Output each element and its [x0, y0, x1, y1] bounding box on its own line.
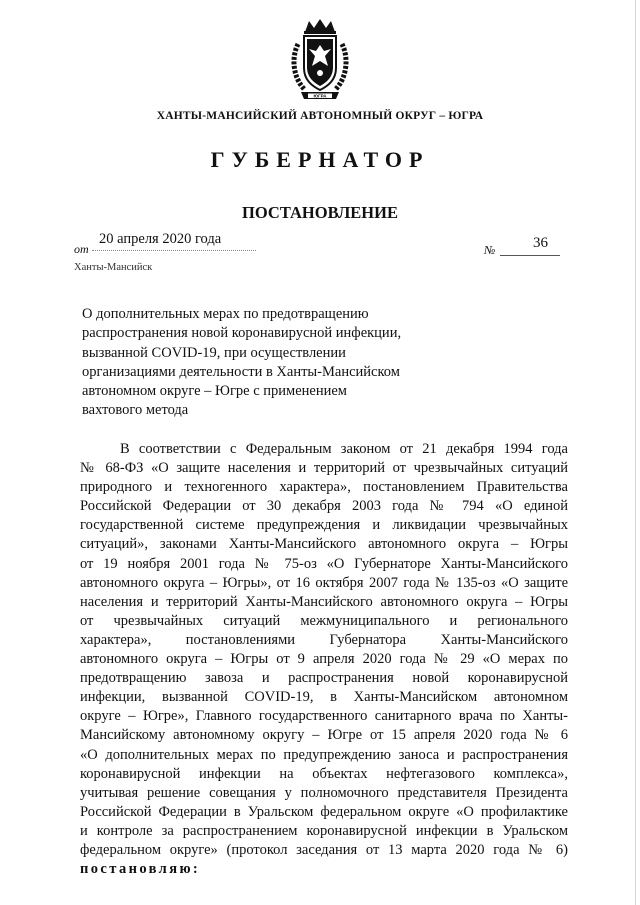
body-line: округе – Югре», Главного государственного санитарного врача по Ханты- [80, 708, 568, 725]
subject-line: распространения новой коронавирусной инфекции, [82, 325, 402, 342]
body-line: от чрезвычайных ситуаций межмуниципального и регионального [80, 612, 568, 629]
body-line: «О дополнительных мерах по предупреждению заноса и распространения [80, 746, 568, 763]
scan-edge-line [635, 0, 636, 905]
body-line: инфекции, вызванной COVID-19, в Ханты-Мансийском автономном [80, 689, 568, 706]
body-line: Мансийскому автономному округу – Югре от 15 апреля 2020 года № 6 [80, 727, 568, 744]
body-line: федеральном округе» (протокол заседания от 13 марта 2020 года № 6) [80, 841, 568, 858]
body-line: предотвращению завоза и распространения новой коронавирусной [80, 670, 568, 687]
body-line: населения и территорий Ханты-Мансийского автономного округа – Югры [80, 593, 568, 610]
body-line: коронавирусной инфекции на объектах нефтегазового комплекса», [80, 765, 568, 782]
body-line: Российской Федерации в Уральском федеральном округе «О профилактике [80, 803, 568, 820]
document-date: 20 апреля 2020 года [99, 231, 222, 247]
body-line: № 68-ФЗ «О защите населения и территорий от чрезвычайных ситуаций [80, 460, 568, 477]
region-title: ХАНТЫ-МАНСИЙСКИЙ АВТОНОМНЫЙ ОКРУГ – ЮГРА [156, 110, 484, 122]
document-number: 36 [533, 235, 548, 251]
body-line: ситуаций», законами Ханты-Мансийского автономного округа – Югры [80, 536, 568, 553]
body-line: В соответствии с Федеральным законом от 21 декабря 1994 года [120, 441, 568, 457]
subject-line: О дополнительных мерах по предотвращению [82, 306, 369, 322]
subject-line: организациями деятельности в Ханты-Мансийском [82, 363, 400, 380]
body-line: характера», постановлениями Губернатора Ханты-Мансийского [80, 631, 568, 648]
subject-line: автономном округе – Югре с применением [82, 383, 347, 400]
document-type: ПОСТАНОВЛЕНИЕ [242, 203, 398, 222]
decree-body [80, 440, 568, 879]
emblem-caption: ЮГРА [313, 93, 327, 99]
body-line: автономного округа – Югры», от 16 октября 2007 года № 135-оз «О защите [80, 574, 568, 591]
authority-title: ГУБЕРНАТОР [210, 147, 430, 172]
body-line: государственной системе предупреждения и ликвидации чрезвычайных [80, 517, 568, 534]
subject-line: вахтового метода [82, 402, 189, 419]
body-line: природного и техногенного характера», постановлением Правительства [80, 479, 568, 496]
subject-line: вызванной COVID-19, при осуществлении [82, 344, 346, 361]
coat-of-arms-emblem [289, 18, 351, 102]
number-label: № [484, 243, 496, 257]
number-underline [500, 255, 560, 256]
resolution-keyword: постановляю: [80, 861, 201, 878]
body-line: Российской Федерации от 30 декабря 2003 года № 794 «О единой [80, 498, 568, 515]
body-line: учитывая решение совещания у полномочного представителя Президента [80, 784, 568, 801]
body-line: от 19 ноября 2001 года № 75-оз «О Губернаторе Ханты-Мансийского [80, 555, 568, 572]
body-line: и контроле за распространением коронавирусной инфекции в Уральском [80, 822, 568, 839]
issue-city: Ханты-Мансийск [74, 262, 153, 273]
date-label: от [74, 242, 89, 256]
body-line: автономного округа – Югры от 9 апреля 2020 года № 29 «О мерах по [80, 651, 568, 668]
decree-subject [82, 305, 442, 421]
date-underline [92, 250, 256, 251]
